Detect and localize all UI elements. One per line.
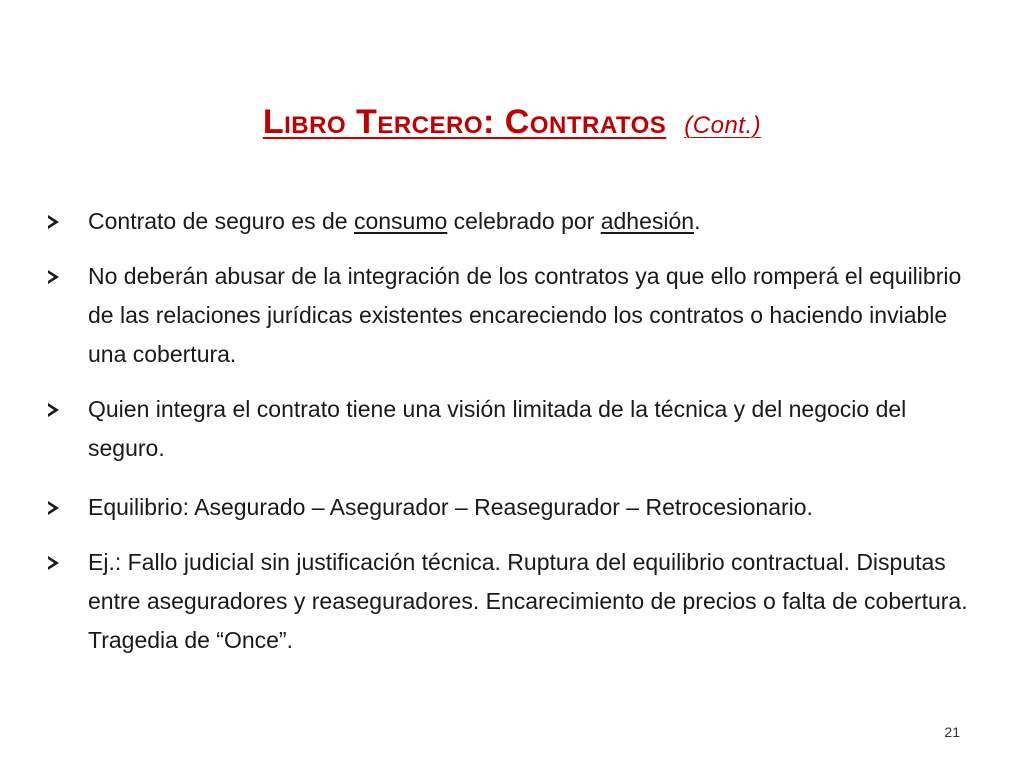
bullet-text-part: celebrado por <box>447 208 601 234</box>
bullet-item <box>48 390 988 468</box>
bullet-item <box>48 202 988 241</box>
bullet-text: Ej.: Fallo judicial sin justificación técnica. Ruptura del equilibrio contractual. Disputas entre aseguradores y reaseguradores. Encarecimiento de precios o falta de cobertura. Tragedia de “Once”. <box>88 549 968 653</box>
arrowhead-bullet-icon <box>48 556 59 570</box>
bullet-item <box>48 488 988 527</box>
bullet-list <box>48 202 988 660</box>
bullet-text-part: . <box>694 208 701 234</box>
arrowhead-bullet-icon <box>48 215 59 229</box>
arrowhead-bullet-icon <box>48 403 59 417</box>
arrowhead-bullet-icon <box>48 270 59 284</box>
bullet-item <box>48 543 988 660</box>
bullet-text-part: Contrato de seguro es de <box>88 208 354 234</box>
page-number: 21 <box>944 724 960 740</box>
slide-title-main: Libro Tercero: Contratos <box>262 103 667 141</box>
bullet-text: No deberán abusar de la integración de los contratos ya que ello romperá el equilibrio de las relaciones jurídicas existentes encareciendo los contratos o haciendo inviable una cobertura. <box>88 263 962 367</box>
underlined-term-consumo: consumo <box>353 208 448 234</box>
bullet-text <box>88 208 700 234</box>
slide-title-sub: (Cont.) <box>684 112 762 139</box>
slide-title <box>0 100 1024 148</box>
underlined-term-adhesion: adhesión <box>600 208 695 234</box>
bullet-text: Quien integra el contrato tiene una visión limitada de la técnica y del negocio del seguro. <box>88 396 907 461</box>
bullet-text: Equilibrio: Asegurado – Asegurador – Reasegurador – Retrocesionario. <box>88 494 813 520</box>
arrowhead-bullet-icon <box>48 501 59 515</box>
bullet-item <box>48 257 988 374</box>
